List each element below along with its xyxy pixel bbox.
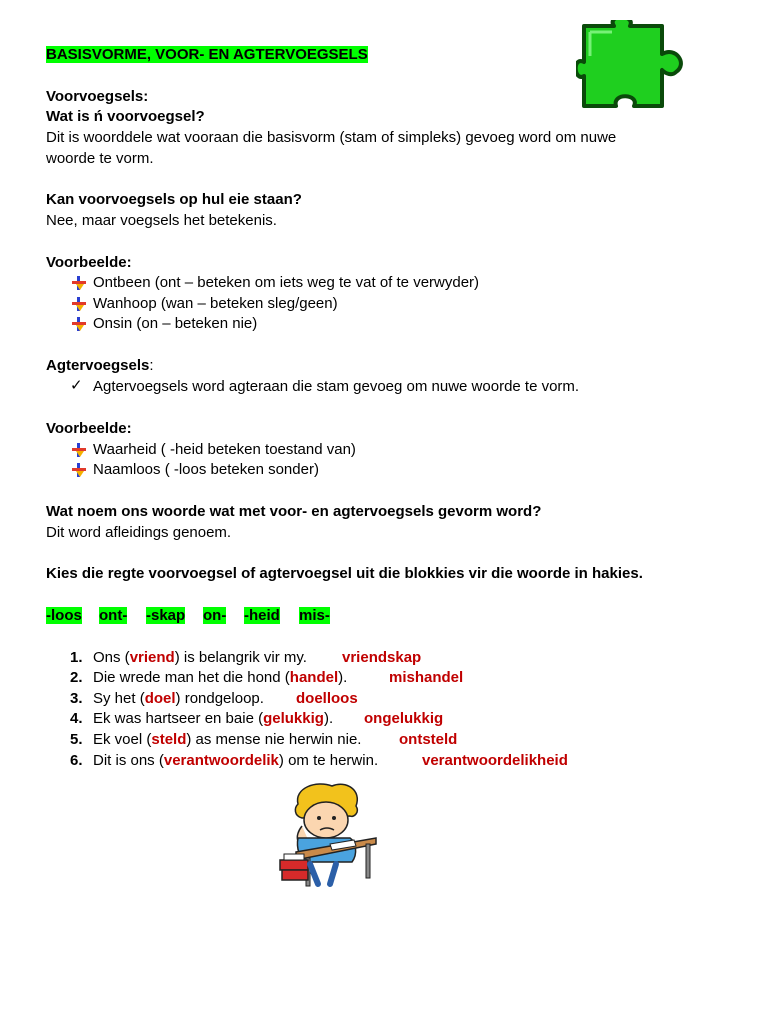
exercise-number: 3. <box>70 690 83 707</box>
exercise-number: 5. <box>70 731 83 748</box>
instruction: Kies die regte voorvoegsel of agtervoegsel uit die blokkies vir die woorde in hakies. <box>46 565 643 582</box>
voorvoegsel-definition-line1: Dit is woorddele wat vooraan die basisvorm (stam of simpleks) gevoeg word om nuwe <box>46 129 617 146</box>
example-item: Naamloos ( -loos beteken sonder) <box>93 461 319 478</box>
voorvoegsel-question: Wat is ń voorvoegsel? <box>46 108 205 125</box>
block-mis: mis- <box>299 607 330 624</box>
exercise-text: ) om te herwin. <box>278 752 379 769</box>
block-skap: -skap <box>146 607 186 624</box>
exercise-text: Sy het ( <box>93 690 145 707</box>
exercise-answer: doelloos <box>296 690 358 707</box>
kan-question: Kan voorvoegsels op hul eie staan? <box>46 191 302 208</box>
arrow-bullet-icon <box>72 297 86 311</box>
exercise-text: Die wrede man het die hond ( <box>93 669 290 686</box>
afleidings-answer: Dit word afleidings genoem. <box>46 524 232 541</box>
block-on: on- <box>203 607 227 624</box>
exercise-number: 4. <box>70 710 83 727</box>
exercise-sentence <box>93 752 378 769</box>
kan-answer: Nee, maar voegsels het betekenis. <box>46 212 277 229</box>
exercise-sentence <box>93 669 347 686</box>
exercise-answer: ongelukkig <box>364 710 444 727</box>
exercise-word: doel <box>144 690 176 707</box>
voorbeelde-heading-2: Voorbeelde: <box>46 420 132 437</box>
exercise-text: Ons ( <box>93 649 130 666</box>
exercise-text: ) rondgeloop. <box>175 690 264 707</box>
example-item: Waarheid ( -heid beteken toestand van) <box>93 441 356 458</box>
example-item: Onsin (on – beteken nie) <box>93 315 258 332</box>
agtervoegsels-heading <box>46 357 154 374</box>
exercise-answer: vriendskap <box>342 649 422 666</box>
checkmark-icon: ✓ <box>70 376 83 394</box>
exercise-word: steld <box>151 731 187 748</box>
exercise-answer: verantwoordelikheid <box>422 752 568 769</box>
afleidings-question: Wat noem ons woorde wat met voor- en agtervoegsels gevorm word? <box>46 503 542 520</box>
check-item: Agtervoegsels word agteraan die stam gevoeg om nuwe woorde te vorm. <box>93 378 580 395</box>
arrow-bullet-icon <box>72 443 86 457</box>
block-ont: ont- <box>99 607 128 624</box>
exercise-text: ). <box>338 669 348 686</box>
arrow-bullet-icon <box>72 317 86 331</box>
example-item: Wanhoop (wan – beteken sleg/geen) <box>93 295 338 312</box>
block-heid: -heid <box>244 607 280 624</box>
exercise-text: Ek was hartseer en baie ( <box>93 710 264 727</box>
voorvoegsels-heading: Voorvoegsels: <box>46 88 149 105</box>
exercise-sentence <box>93 710 333 727</box>
exercise-sentence <box>93 690 264 707</box>
exercise-text: Ek voel ( <box>93 731 152 748</box>
puzzle-piece-icon <box>576 20 692 112</box>
exercise-text: ) as mense nie herwin nie. <box>186 731 362 748</box>
block-loos: -loos <box>46 607 82 624</box>
exercise-number: 6. <box>70 752 83 769</box>
exercise-text: ). <box>323 710 334 727</box>
voorbeelde-heading-1: Voorbeelde: <box>46 254 132 271</box>
voorvoegsel-definition-line2: woorde te vorm. <box>46 150 154 167</box>
exercise-word: handel <box>289 669 339 686</box>
arrow-bullet-icon <box>72 276 86 290</box>
exercise-word: gelukkig <box>263 710 324 727</box>
example-item: Ontbeen (ont – beteken om iets weg te vat of te verwyder) <box>93 274 480 291</box>
exercise-word: vriend <box>129 649 175 666</box>
exercise-number: 2. <box>70 669 83 686</box>
exercise-answer: mishandel <box>389 669 464 686</box>
student-clipart <box>276 782 380 894</box>
exercise-answer: ontsteld <box>399 731 458 748</box>
exercise-number: 1. <box>70 649 83 666</box>
agtervoegsels-label: Agtervoegsels <box>46 357 150 374</box>
exercise-sentence <box>93 731 361 748</box>
arrow-bullet-icon <box>72 463 86 477</box>
exercise-word: verantwoordelik <box>163 752 279 769</box>
exercise-text: ) is belangrik vir my. <box>174 649 307 666</box>
exercise-sentence <box>93 649 307 666</box>
agtervoegsels-colon: : <box>149 357 154 374</box>
page-title: BASISVORME, VOOR- EN AGTERVOEGSELS <box>46 46 368 63</box>
exercise-text: Dit is ons ( <box>93 752 164 769</box>
